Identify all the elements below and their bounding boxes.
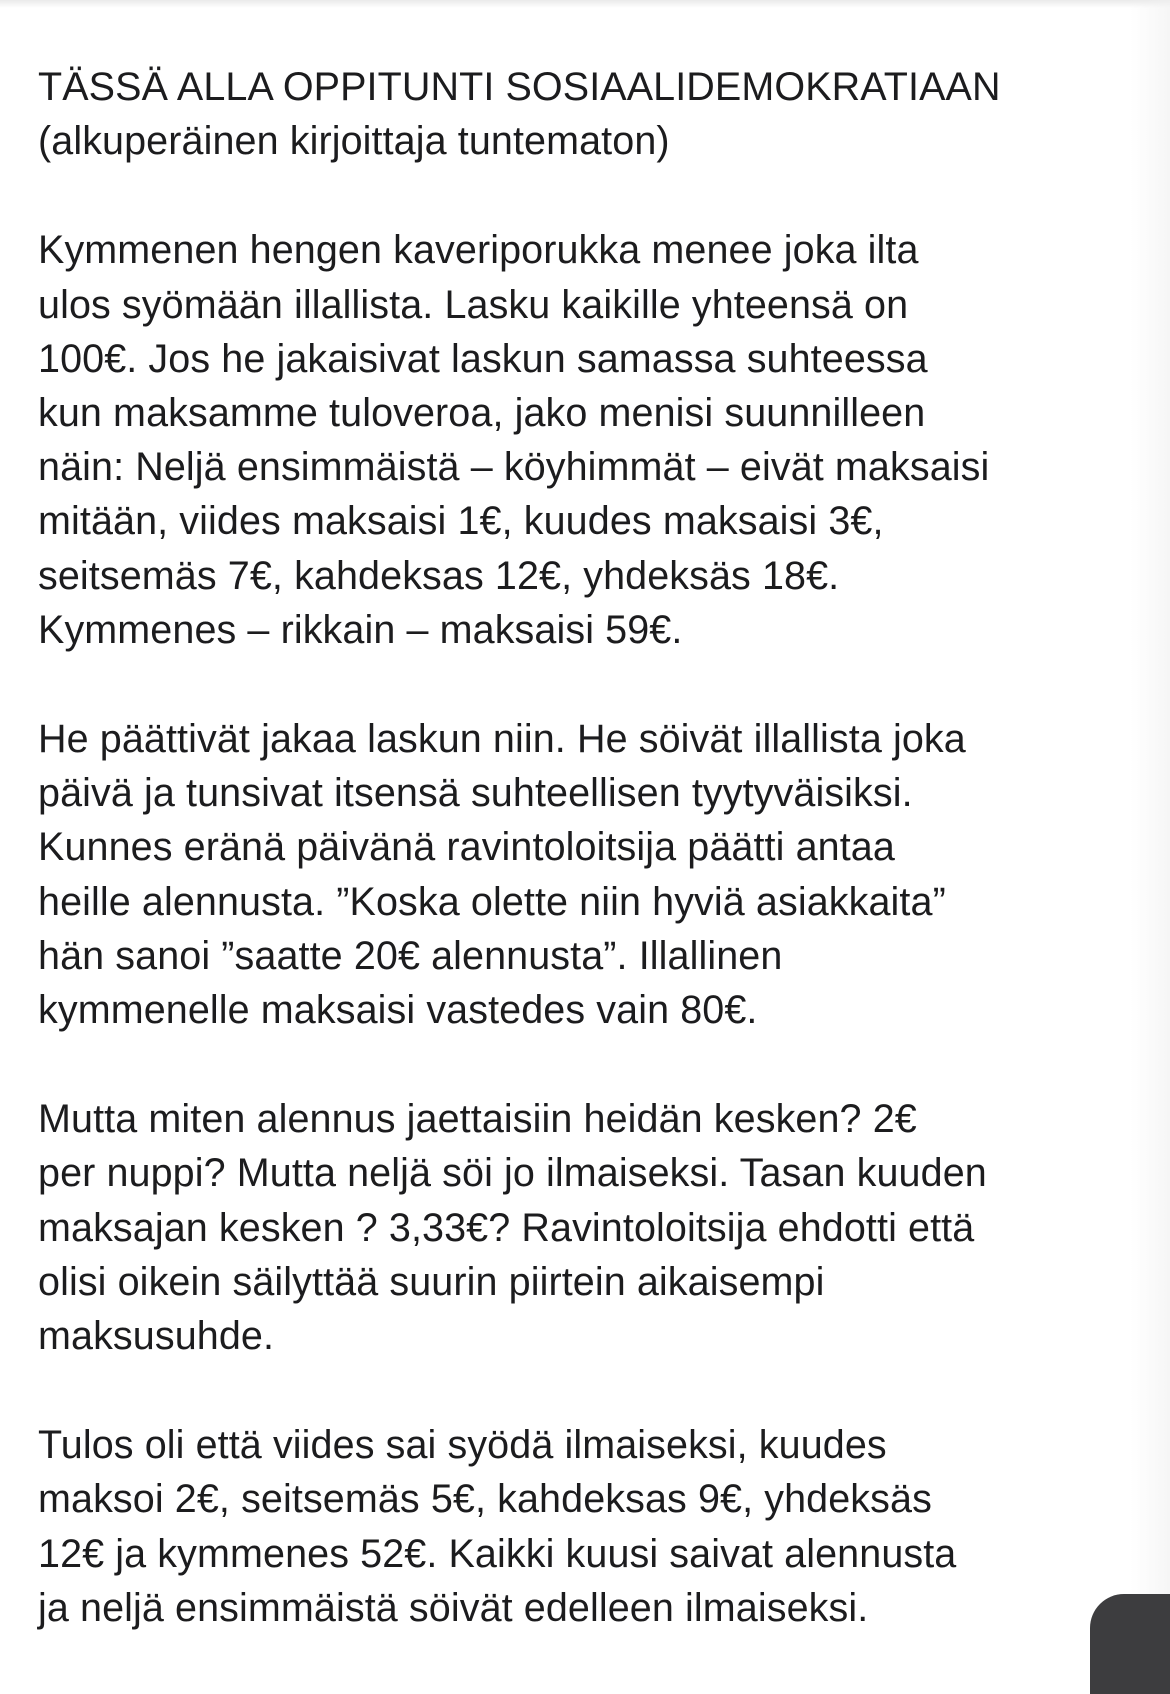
paragraph-split-question: Mutta miten alennus jaettaisiin heidän kesken? 2€ per nuppi? Mutta neljä söi jo ilmaiseksi. Tasan kuuden maksajan kesken ? 3,33€? Ravintoloitsija ehdotti että olisi oikein säilyttää suurin piirtein aikaisempi maksusuhde. [38, 1097, 987, 1359]
note-heading: TÄSSÄ ALLA OPPITUNTI SOSIAALIDEMOKRATIAAN (alkuperäinen kirjoittaja tuntematon) [38, 65, 1001, 164]
top-edge-shadow [0, 0, 1170, 8]
paragraph-result: Tulos oli että viides sai syödä ilmaiseksi, kuudes maksoi 2€, seitsemäs 5€, kahdeksas 9€, yhdeksäs 12€ ja kymmenes 52€. Kaikki kuusi saivat alennusta ja neljä ensimmäistä söivät edelleen ilmaiseksi. [38, 1423, 957, 1630]
note-body [38, 60, 1148, 1690]
paragraph-discount: He päättivät jakaa laskun niin. He söivät illallista joka päivä ja tunsivat itsensä suhteellisen tyytyväisiksi. Kunnes eränä päivänä ravintoloitsija päätti antaa heille alennusta. ”Koska olette niin hyviä asiakkaita” hän sanoi ”saatte 20€ alennusta”. Illallinen kymmenelle maksaisi vastedes vain 80€. [38, 717, 966, 1033]
paragraph-intro: Kymmenen hengen kaveriporukka menee joka ilta ulos syömään illallista. Lasku kaikille yhteensä on 100€. Jos he jakaisivat laskun samassa suhteessa kun maksamme tuloveroa, jako menisi suunnilleen näin: Neljä ensimmäistä – köyhimmät – eivät maksaisi mitään, viides maksaisi 1€, kuudes maksaisi 3€, seitsemäs 7€, kahdeksas 12€, yhdeksäs 18€. Kymmenes – rikkain – maksaisi 59€. [38, 228, 990, 652]
floating-action-button[interactable] [1090, 1594, 1170, 1694]
